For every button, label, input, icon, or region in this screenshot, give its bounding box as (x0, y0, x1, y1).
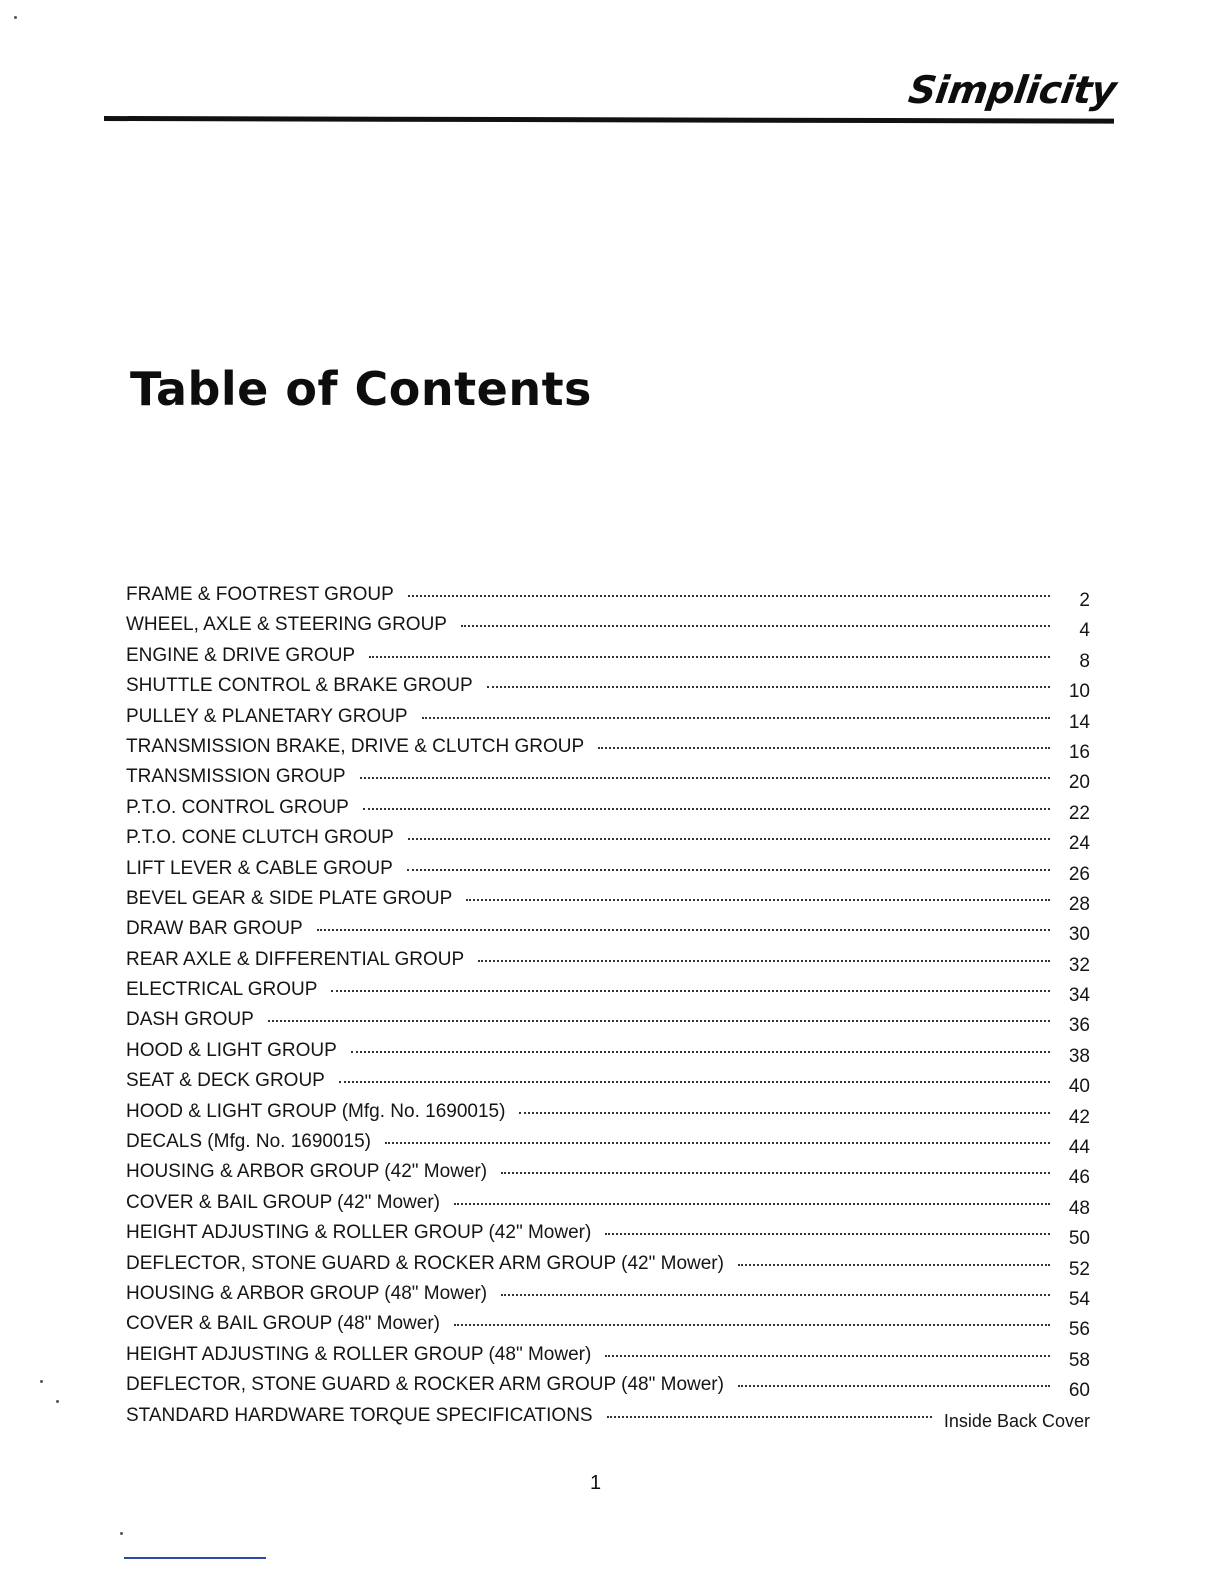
dot-leader (407, 869, 1050, 871)
toc-entry-label: DASH GROUP (126, 1009, 254, 1031)
toc-entry-label: SHUTTLE CONTROL & BRAKE GROUP (126, 675, 473, 697)
dot-leader (422, 717, 1050, 719)
toc-entry-label: HOUSING & ARBOR GROUP (42" Mower) (126, 1161, 488, 1183)
dot-leader (605, 1233, 1050, 1235)
toc-entry-page: 4 (1079, 620, 1090, 642)
toc-entry (126, 827, 1090, 857)
toc-entry (126, 1009, 1090, 1039)
toc-entry-page: 26 (1068, 863, 1090, 885)
dot-leader (363, 808, 1050, 810)
toc-entry (126, 1222, 1090, 1252)
toc-entry-page: 14 (1068, 711, 1090, 733)
dot-leader (351, 1051, 1050, 1053)
toc-entry (126, 888, 1090, 918)
toc-entry-page: 56 (1068, 1319, 1090, 1341)
toc-entry-label: ENGINE & DRIVE GROUP (126, 644, 356, 666)
toc-entry (126, 1192, 1090, 1222)
toc-entry-label: ELECTRICAL GROUP (126, 979, 318, 1001)
dot-leader (360, 777, 1050, 779)
toc-entry-label: COVER & BAIL GROUP (48" Mower) (126, 1313, 440, 1335)
toc-entry-label: HEIGHT ADJUSTING & ROLLER GROUP (42" Mower) (126, 1222, 592, 1244)
dot-leader (738, 1385, 1050, 1387)
toc-entry-page: 44 (1068, 1137, 1090, 1159)
toc-entry (126, 1253, 1090, 1283)
toc-entry-label: HOOD & LIGHT GROUP (Mfg. No. 1690015) (126, 1100, 506, 1122)
toc-entry (126, 706, 1090, 736)
dot-leader (369, 656, 1050, 658)
dot-leader (339, 1081, 1050, 1083)
toc-entry-label: HEIGHT ADJUSTING & ROLLER GROUP (48" Mower) (126, 1343, 592, 1365)
dot-leader (454, 1324, 1050, 1326)
dot-leader (454, 1203, 1050, 1205)
toc-entry-page: 38 (1068, 1045, 1090, 1067)
toc-entry (126, 766, 1090, 796)
page-title: Table of Contents (130, 362, 592, 416)
dot-leader (408, 838, 1050, 840)
toc-entry (126, 1374, 1090, 1404)
toc-entry (126, 675, 1090, 705)
dot-leader (519, 1112, 1050, 1114)
toc-entry-label: P.T.O. CONE CLUTCH GROUP (126, 827, 394, 849)
toc-entry (126, 979, 1090, 1009)
toc-entry (126, 1344, 1090, 1374)
toc-entry-label: DEFLECTOR, STONE GUARD & ROCKER ARM GROUP (42" Mower) (126, 1252, 724, 1274)
toc-entry (126, 1161, 1090, 1191)
toc-entry-page: 54 (1068, 1288, 1090, 1310)
toc-entry-label: TRANSMISSION BRAKE, DRIVE & CLUTCH GROUP (126, 735, 585, 757)
toc-entry-label: LIFT LEVER & CABLE GROUP (126, 857, 393, 879)
toc-entry-label: HOOD & LIGHT GROUP (126, 1039, 337, 1061)
dot-leader (478, 960, 1050, 962)
dot-leader (501, 1294, 1050, 1296)
toc-entry-page: 16 (1068, 741, 1090, 763)
scan-speck (14, 16, 17, 19)
dot-leader (408, 595, 1050, 597)
toc-entry-label: HOUSING & ARBOR GROUP (48" Mower) (126, 1282, 488, 1304)
footer-rule (124, 1557, 266, 1559)
dot-leader (461, 625, 1050, 627)
toc-entry-page: 34 (1068, 985, 1090, 1007)
toc-entry (126, 1101, 1090, 1131)
toc-entry-page: 50 (1068, 1228, 1090, 1250)
toc-entry-page: 24 (1068, 833, 1090, 855)
toc-entry-page: 52 (1068, 1258, 1090, 1280)
toc-entry-label: WHEEL, AXLE & STEERING GROUP (126, 614, 447, 636)
toc-entry-page: 20 (1068, 772, 1090, 794)
dot-leader (607, 1416, 932, 1418)
toc-entry-label: STANDARD HARDWARE TORQUE SPECIFICATIONS (126, 1404, 593, 1426)
toc-entry-page: 30 (1068, 924, 1090, 946)
toc-entry-page: Inside Back Cover (943, 1410, 1090, 1431)
page-number: 1 (590, 1472, 602, 1494)
toc-entry-page: 36 (1068, 1015, 1090, 1037)
scan-speck (40, 1380, 43, 1383)
toc-entry (126, 949, 1090, 979)
dot-leader (598, 747, 1050, 749)
toc-entry-label: P.T.O. CONTROL GROUP (126, 796, 349, 818)
toc-entry-label: DRAW BAR GROUP (126, 918, 303, 940)
dot-leader (385, 1142, 1050, 1144)
toc-entry-page: 60 (1068, 1380, 1090, 1402)
toc-entry (126, 1131, 1090, 1161)
dot-leader (331, 990, 1050, 992)
toc-entry (126, 1405, 1090, 1435)
brand-logo: Simplicity (906, 68, 1120, 112)
dot-leader (466, 899, 1050, 901)
toc-entry (126, 1040, 1090, 1070)
toc-entry (126, 1283, 1090, 1313)
table-of-contents (126, 584, 1090, 1435)
toc-entry (126, 858, 1090, 888)
toc-entry (126, 614, 1090, 644)
toc-entry-label: BEVEL GEAR & SIDE PLATE GROUP (126, 887, 453, 909)
toc-entry (126, 645, 1090, 675)
toc-entry (126, 1313, 1090, 1343)
toc-entry (126, 918, 1090, 948)
dot-leader (738, 1264, 1050, 1266)
toc-entry (126, 736, 1090, 766)
toc-entry-page: 46 (1068, 1167, 1090, 1189)
dot-leader (268, 1020, 1050, 1022)
scan-speck (120, 1532, 123, 1535)
toc-entry-label: COVER & BAIL GROUP (42" Mower) (126, 1191, 440, 1213)
toc-entry-page: 40 (1068, 1076, 1090, 1098)
toc-entry (126, 1070, 1090, 1100)
toc-entry-label: FRAME & FOOTREST GROUP (126, 584, 394, 605)
toc-entry (126, 584, 1090, 614)
toc-entry-page: 10 (1068, 681, 1090, 703)
toc-entry-page: 8 (1079, 650, 1090, 672)
dot-leader (605, 1355, 1050, 1357)
toc-entry (126, 797, 1090, 827)
toc-entry-label: DECALS (Mfg. No. 1690015) (126, 1131, 372, 1153)
toc-entry-page: 42 (1068, 1106, 1090, 1128)
toc-entry-label: PULLEY & PLANETARY GROUP (126, 705, 408, 727)
toc-entry-label: TRANSMISSION GROUP (126, 766, 346, 788)
toc-entry-page: 32 (1068, 954, 1090, 976)
header-rule (104, 116, 1114, 124)
toc-entry-page: 48 (1068, 1197, 1090, 1219)
toc-entry-page: 22 (1068, 802, 1090, 824)
toc-entry-page: 2 (1079, 590, 1090, 611)
toc-entry-label: SEAT & DECK GROUP (126, 1070, 325, 1092)
dot-leader (317, 929, 1050, 931)
dot-leader (487, 686, 1050, 688)
toc-entry-page: 28 (1068, 893, 1090, 915)
toc-entry-label: REAR AXLE & DIFFERENTIAL GROUP (126, 948, 465, 970)
scan-speck (56, 1400, 59, 1403)
toc-entry-page: 58 (1068, 1349, 1090, 1371)
toc-entry-label: DEFLECTOR, STONE GUARD & ROCKER ARM GROUP (48" Mower) (126, 1374, 724, 1396)
dot-leader (501, 1172, 1050, 1174)
